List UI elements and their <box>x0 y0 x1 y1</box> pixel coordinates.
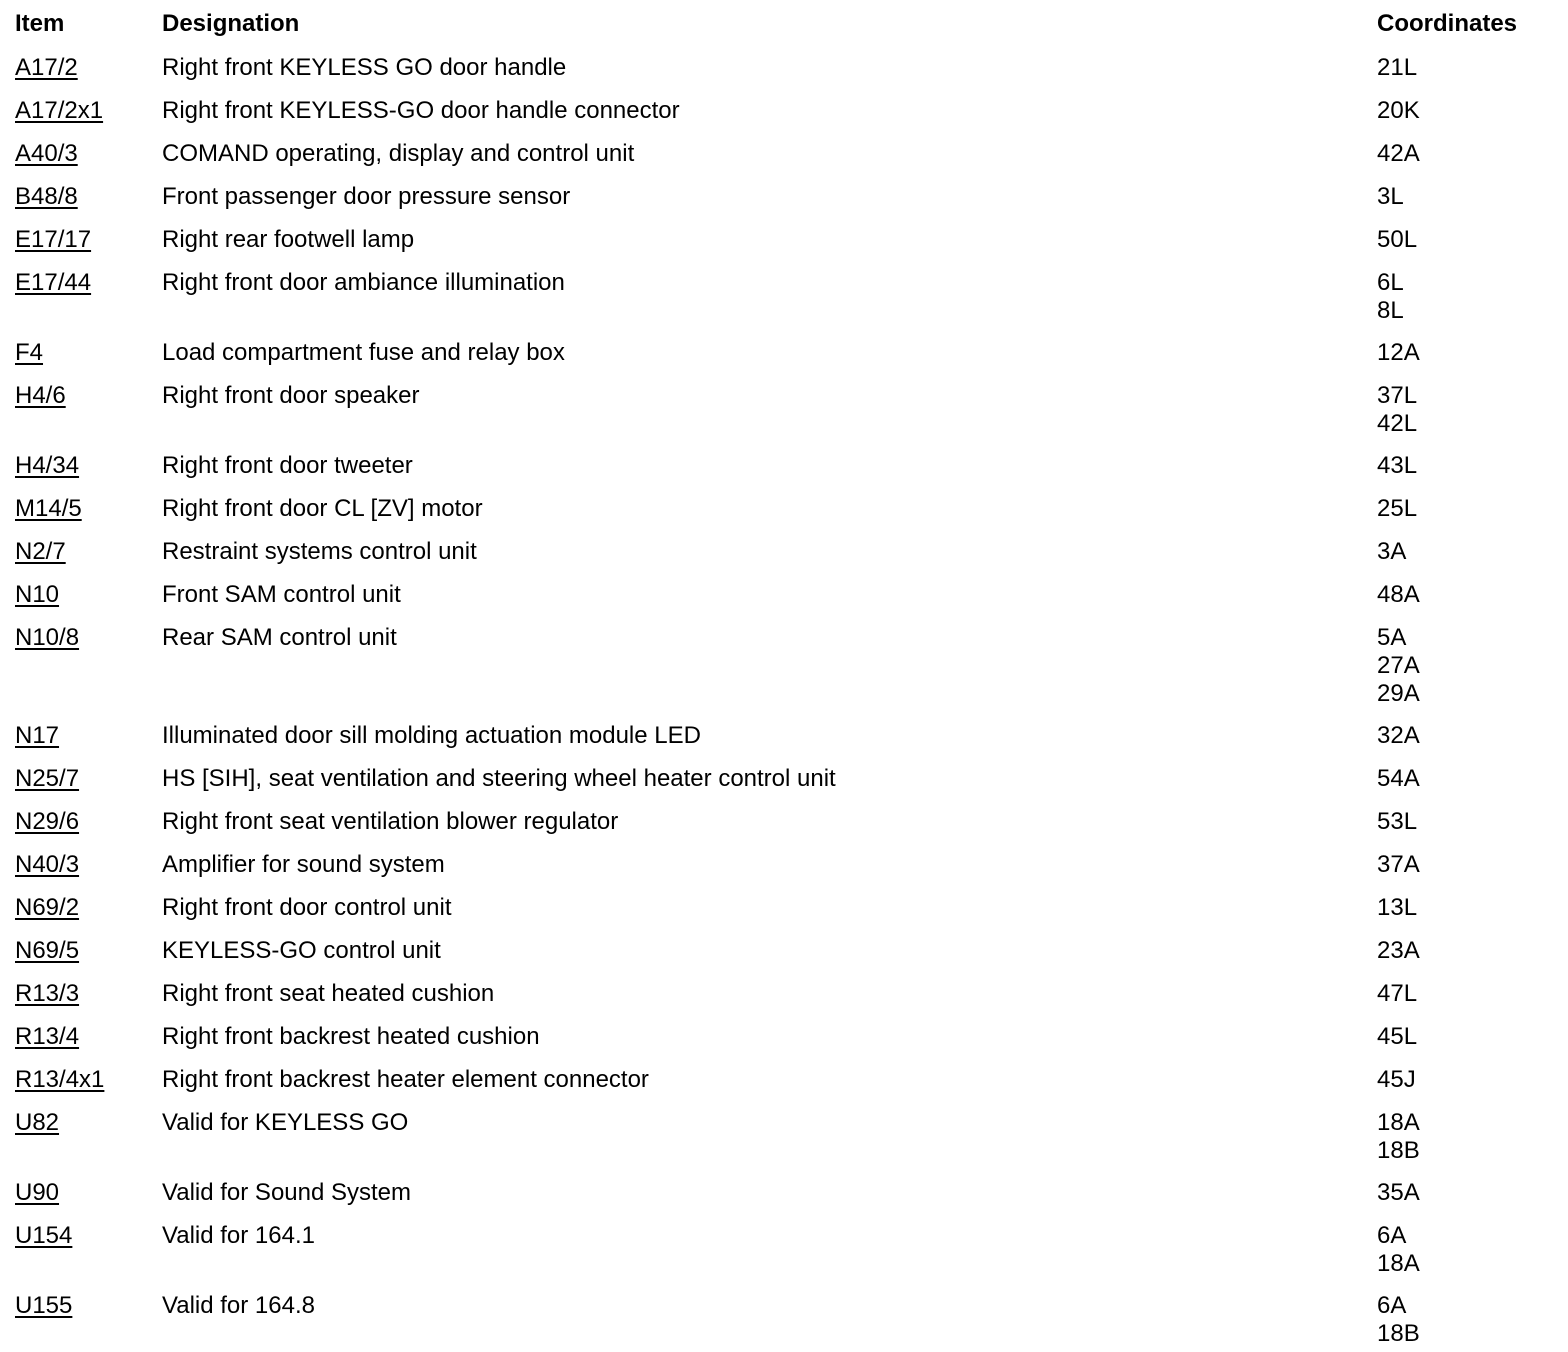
item-link[interactable]: M14/5 <box>15 495 82 522</box>
table-row <box>0 329 1568 372</box>
coordinate-value: 6A <box>1377 1222 1407 1249</box>
table-row <box>0 130 1568 173</box>
table-row <box>0 712 1568 755</box>
designation-text: Right front backrest heater element connector <box>162 1066 649 1093</box>
table-row <box>0 884 1568 927</box>
designation-text: Load compartment fuse and relay box <box>162 339 565 366</box>
designation-text: Right front door control unit <box>162 894 452 921</box>
item-link[interactable]: A17/2x1 <box>15 97 104 124</box>
designation-text: Right front seat heated cushion <box>162 980 495 1007</box>
designation-text: Right rear footwell lamp <box>162 226 415 253</box>
table-row <box>0 442 1568 485</box>
table-row <box>0 87 1568 130</box>
coordinates-cell <box>1377 980 1417 1008</box>
item-link[interactable]: N69/2 <box>15 894 80 921</box>
coordinate-value: 6L <box>1377 269 1404 296</box>
designation-text: Right front door tweeter <box>162 452 413 479</box>
coordinates-cell <box>1377 851 1420 879</box>
item-link[interactable]: N10 <box>15 581 60 608</box>
table-row <box>0 614 1568 712</box>
item-link[interactable]: N29/6 <box>15 808 80 835</box>
coordinates-cell <box>1377 624 1420 708</box>
table-row <box>0 485 1568 528</box>
coordinate-value: 54A <box>1377 765 1420 792</box>
designation-text: Right front door ambiance illumination <box>162 269 565 296</box>
designation-text: Right front door speaker <box>162 382 420 409</box>
designation-text: Valid for 164.8 <box>162 1292 315 1319</box>
coordinates-cell <box>1377 1109 1420 1165</box>
item-link[interactable]: N17 <box>15 722 60 749</box>
coordinate-value: 53L <box>1377 808 1418 835</box>
coordinate-value: 29A <box>1377 680 1420 707</box>
item-link[interactable]: N2/7 <box>15 538 66 565</box>
table-row <box>0 841 1568 884</box>
coordinates-cell <box>1377 226 1417 254</box>
item-link[interactable]: H4/34 <box>15 452 80 479</box>
table-row <box>0 927 1568 970</box>
coordinate-value: 18A <box>1377 1250 1420 1277</box>
table-row <box>0 1169 1568 1212</box>
designation-text: Illuminated door sill molding actuation module LED <box>162 722 701 749</box>
designation-text: Front SAM control unit <box>162 581 401 608</box>
table-row <box>0 970 1568 1013</box>
coordinates-cell <box>1377 452 1417 480</box>
coordinate-value: 5A <box>1377 624 1407 651</box>
table-row <box>0 1056 1568 1099</box>
table-row <box>0 259 1568 329</box>
table-row <box>0 216 1568 259</box>
coordinates-cell <box>1377 894 1417 922</box>
coordinates-cell <box>1377 765 1420 793</box>
coordinates-cell <box>1377 1066 1416 1094</box>
item-link[interactable]: B48/8 <box>15 183 78 210</box>
item-link[interactable]: E17/17 <box>15 226 92 253</box>
coordinates-cell <box>1377 382 1417 438</box>
item-link[interactable]: R13/4x1 <box>15 1066 105 1093</box>
item-link[interactable]: A17/2 <box>15 54 78 81</box>
table-row <box>0 1282 1568 1352</box>
table-row <box>0 755 1568 798</box>
table-row <box>0 798 1568 841</box>
coordinates-cell <box>1377 722 1420 750</box>
coordinate-value: 21L <box>1377 54 1418 81</box>
item-link[interactable]: U90 <box>15 1179 60 1206</box>
designation-text: HS [SIH], seat ventilation and steering wheel heater control unit <box>162 765 836 792</box>
coordinate-value: 18B <box>1377 1137 1420 1164</box>
header-designation: Designation <box>162 10 300 37</box>
coordinates-cell <box>1377 538 1406 566</box>
coordinate-value: 47L <box>1377 980 1418 1007</box>
coordinates-cell <box>1377 495 1417 523</box>
table-body <box>0 44 1568 1352</box>
coordinate-value: 18A <box>1377 1109 1420 1136</box>
item-link[interactable]: E17/44 <box>15 269 92 296</box>
coordinates-cell <box>1377 937 1420 965</box>
coordinate-value: 27A <box>1377 652 1420 679</box>
item-link[interactable]: H4/6 <box>15 382 66 409</box>
coordinate-value: 13L <box>1377 894 1418 921</box>
designation-text: Right front door CL [ZV] motor <box>162 495 483 522</box>
coordinate-value: 32A <box>1377 722 1420 749</box>
coordinate-value: 8L <box>1377 297 1404 324</box>
designation-text: Restraint systems control unit <box>162 538 477 565</box>
table-row <box>0 372 1568 442</box>
table-row <box>0 1013 1568 1056</box>
coordinate-value: 37A <box>1377 851 1420 878</box>
coordinate-value: 12A <box>1377 339 1420 366</box>
coordinate-value: 45J <box>1377 1066 1416 1093</box>
coordinate-value: 48A <box>1377 581 1420 608</box>
coordinates-cell <box>1377 97 1420 125</box>
item-link[interactable]: U155 <box>15 1292 73 1319</box>
item-link[interactable]: R13/3 <box>15 980 80 1007</box>
coordinates-cell <box>1377 183 1404 211</box>
designation-text: Valid for 164.1 <box>162 1222 315 1249</box>
table-row <box>0 173 1568 216</box>
coordinate-value: 42L <box>1377 410 1418 437</box>
coordinate-value: 25L <box>1377 495 1418 522</box>
designation-text: Rear SAM control unit <box>162 624 397 651</box>
coordinates-cell <box>1377 1179 1420 1207</box>
item-link[interactable]: N25/7 <box>15 765 80 792</box>
item-link[interactable]: A40/3 <box>15 140 78 167</box>
designation-text: COMAND operating, display and control unit <box>162 140 635 167</box>
item-link[interactable]: N10/8 <box>15 624 80 651</box>
item-link[interactable]: U82 <box>15 1109 60 1136</box>
coordinates-cell <box>1377 1023 1417 1051</box>
item-link[interactable]: R13/4 <box>15 1023 80 1050</box>
designation-text: Amplifier for sound system <box>162 851 445 878</box>
designation-text: Right front KEYLESS-GO door handle connector <box>162 97 680 124</box>
coordinates-cell <box>1377 54 1417 82</box>
coordinate-value: 45L <box>1377 1023 1418 1050</box>
coordinates-cell <box>1377 339 1420 367</box>
coordinate-value: 42A <box>1377 140 1420 167</box>
coordinates-cell <box>1377 269 1404 325</box>
coordinate-value: 20K <box>1377 97 1420 124</box>
table-row <box>0 1099 1568 1169</box>
designation-text: Front passenger door pressure sensor <box>162 183 571 210</box>
designation-text: Valid for Sound System <box>162 1179 412 1206</box>
header-item: Item <box>15 10 65 37</box>
designation-text: Right front seat ventilation blower regulator <box>162 808 619 835</box>
table-row <box>0 571 1568 614</box>
item-link[interactable]: F4 <box>15 339 44 366</box>
designation-text: Right front KEYLESS GO door handle <box>162 54 567 81</box>
coordinate-value: 6A <box>1377 1292 1407 1319</box>
item-link[interactable]: U154 <box>15 1222 73 1249</box>
coordinate-value: 18B <box>1377 1320 1420 1347</box>
table-row <box>0 1212 1568 1282</box>
designation-text: KEYLESS-GO control unit <box>162 937 441 964</box>
designation-text: Valid for KEYLESS GO <box>162 1109 409 1136</box>
coordinates-cell <box>1377 1292 1420 1348</box>
designation-text: Right front backrest heated cushion <box>162 1023 540 1050</box>
coordinate-value: 43L <box>1377 452 1418 479</box>
coordinates-cell <box>1377 581 1420 609</box>
coordinates-cell <box>1377 140 1420 168</box>
coordinates-cell <box>1377 1222 1420 1278</box>
table-row <box>0 44 1568 87</box>
coordinates-cell <box>1377 808 1417 836</box>
coordinate-value: 23A <box>1377 937 1420 964</box>
table-header <box>0 0 1568 44</box>
coordinate-value: 3L <box>1377 183 1404 210</box>
coordinate-value: 50L <box>1377 226 1418 253</box>
header-coordinates: Coordinates <box>1377 10 1518 37</box>
coordinate-value: 35A <box>1377 1179 1420 1206</box>
item-link[interactable]: N69/5 <box>15 937 80 964</box>
coordinate-value: 37L <box>1377 382 1418 409</box>
table-row <box>0 528 1568 571</box>
item-link[interactable]: N40/3 <box>15 851 80 878</box>
coordinate-value: 3A <box>1377 538 1407 565</box>
